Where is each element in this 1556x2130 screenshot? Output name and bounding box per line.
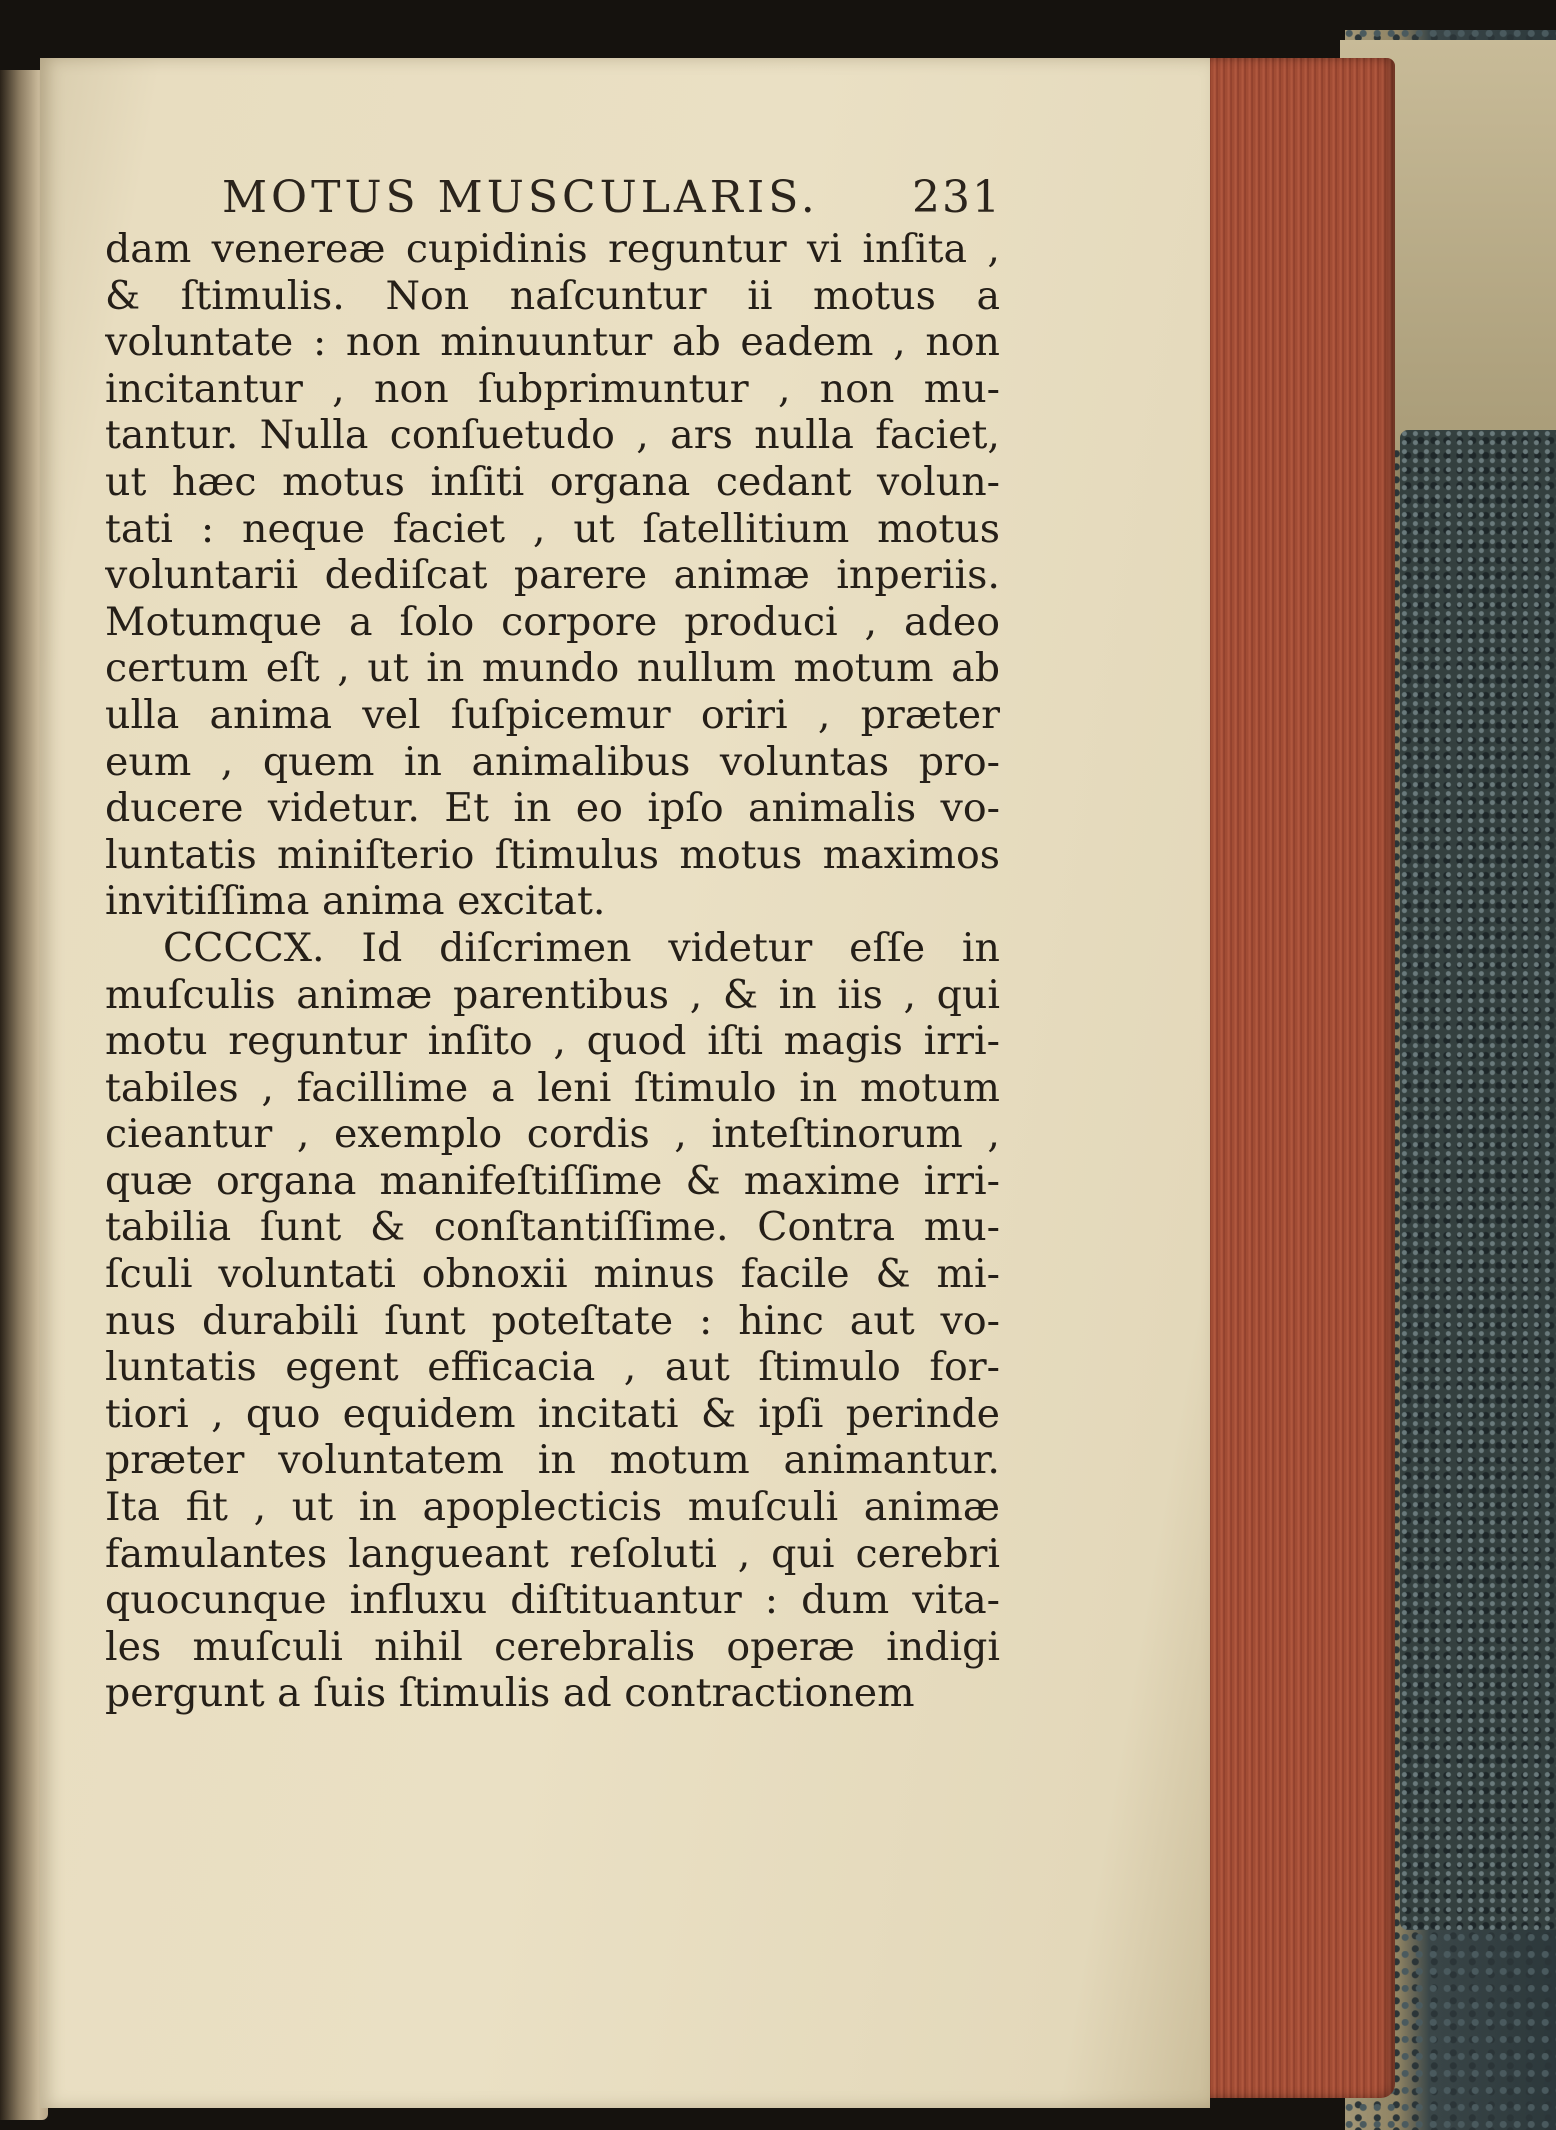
text-line: ducere videtur. Et in eo ipſo animalis vo- [105,785,1000,832]
text-line: CCCCX. Id diſcrimen videtur eſſe in [163,924,1000,971]
body-text [105,226,1000,1717]
text-line: motu reguntur inſito , quod iſti magis irri- [105,1018,1000,1065]
text-line: quocunque influxu diſtituantur : dum vita- [105,1577,1000,1624]
marbled-board [1400,430,1556,1930]
text-line: invitiſſima anima excitat. [105,878,606,925]
text-line: tati : neque faciet , ut ſatellitium motus [105,505,1000,552]
text-line: cieantur , exemplo cordis , inteſtinorum , [105,1111,1000,1158]
text-line: Motumque a ſolo corpore produci , adeo [105,598,1000,645]
text-line: ſculi voluntati obnoxii minus facile & mi- [105,1251,1000,1298]
text-line: ut hæc motus inſiti organa cedant volun- [105,458,1000,505]
text-line: voluntate : non minuuntur ab eadem , non [105,319,1000,366]
text-line: incitantur , non ſubprimuntur , non mu- [105,365,1000,412]
text-line: tabilia ſunt & conſtantiſſime. Contra mu- [105,1204,1000,1251]
text-line: nus durabili ſunt poteſtate : hinc aut vo- [105,1297,1000,1344]
text-line: quæ organa manifeſtiſſime & maxime irri- [105,1157,1000,1204]
text-line: Ita fit , ut in apoplecticis muſculi animæ [105,1484,1000,1531]
page-edges [1205,58,1395,2098]
text-line: dam venereæ cupidinis reguntur vi inſita , [105,226,1000,272]
text-line: muſculis animæ parentibus , & in iis , qui [105,971,1000,1018]
text-line: tabiles , facillime a leni ſtimulo in motum [105,1064,1000,1111]
text-line: luntatis miniſterio ſtimulus motus maximos [105,831,1000,878]
text-line: certum eſt , ut in mundo nullum motum ab [105,645,1000,692]
text-line: famulantes langueant reſoluti , qui cerebri [105,1530,1000,1577]
text-line: & ſtimulis. Non naſcuntur ii motus a [105,272,1000,319]
text-line: les muſculi nihil cerebralis operæ indigi [105,1623,1000,1670]
text-line: pergunt a ſuis ſtimulis ad contractionem [105,1670,915,1717]
text-line: ulla anima vel ſuſpicemur oriri , præter [105,691,1000,738]
text-line: præter voluntatem in motum animantur. [105,1437,1000,1484]
text-line: eum , quem in animalibus voluntas pro- [105,738,1000,785]
text-line: luntatis egent efficacia , aut ſtimulo for- [105,1344,1000,1391]
running-title: MOTUS MUSCULARIS. [222,172,819,223]
text-line: voluntarii dediſcat parere animæ inperiis. [105,552,1000,599]
text-line: tantur. Nulla conſuetudo , ars nulla faciet, [105,412,1000,459]
text-line: tiori , quo equidem incitati & ipſi perinde [105,1390,1000,1437]
page-number: 231 [912,172,1002,223]
